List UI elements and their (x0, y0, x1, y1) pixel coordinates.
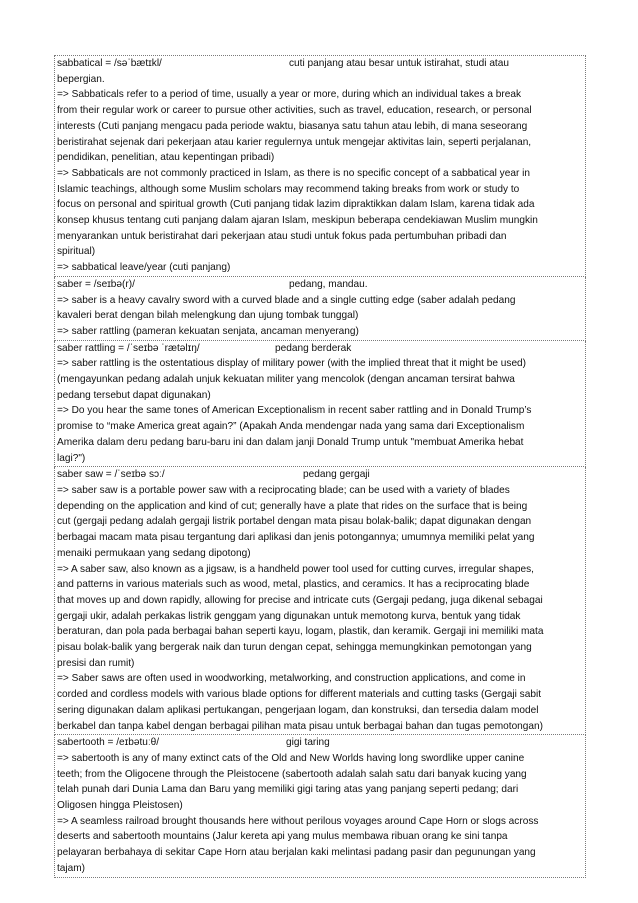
entry-text-line: menyarankan untuk beristirahat dari pekerjaan atau studi untuk fokus pada pertumbuhan pribadi dan (57, 230, 507, 242)
entry-term: saber rattling = /ˈseɪbə ˈrætəlɪŋ/ (57, 342, 200, 354)
entry-text-line: konsep khusus tentang cuti panjang dalam ajaran Islam, meskipun beberapa cendekiawan Muslim mungkin (57, 215, 538, 227)
entry-translation: pedang berderak (275, 342, 352, 354)
entry-text-line: spiritual) (57, 246, 96, 258)
entry-translation: pedang gergaji (303, 469, 370, 481)
entry-headword-line (57, 277, 584, 293)
entry-text-line: Amerika dalam deru pedang baru-baru ini dan dalam janji Donald Trump untuk "membuat Amerika hebat (57, 436, 524, 448)
entry-headword-line (57, 467, 584, 483)
entry-text-line: => A saber saw, also known as a jigsaw, is a handheld power tool used for cutting curves, irregular shapes, (57, 563, 534, 575)
entry-text-line: pendidikan, penelitian, atau kepentingan pribadi) (57, 152, 275, 164)
entry-translation: pedang, mandau. (289, 278, 368, 290)
entry-text-line: gergaji ukir, adalah perkakas listrik genggam yang digunakan untuk memotong kurva, bentuk yang tidak (57, 610, 521, 622)
entry-text-line: => saber rattling is the ostentatious display of military power (with the implied threat that it might be used) (57, 358, 527, 370)
entry-text-line: Oligosen hingga Pleistosen) (57, 800, 183, 812)
entry-text-line: sering digunakan dalam aplikasi pertukangan, pengerjaan logam, dan konstruksi, dan tersedia dalam model (57, 704, 539, 716)
entry-text-line: pisau bolak-balik yang bergerak naik dan turun dengan cepat, sehingga memungkinkan pemotongan yang (57, 642, 532, 654)
dictionary-entry (54, 277, 586, 341)
entry-text-line: => Sabbaticals refer to a period of time, usually a year or more, during which an individual takes a break (57, 89, 522, 101)
entry-term: saber saw = /ˈseɪbə sɔː/ (57, 469, 165, 481)
entry-text-line: corded and cordless models with various blade options for different materials and cutting tasks (Gergaji sabit (57, 689, 542, 701)
entry-translation: cuti panjang atau besar untuk istirahat, studi atau (289, 58, 509, 69)
entry-text-line: and patterns in various materials such as wood, metal, plastics, and ceramics. It has a reciprocating blade (57, 579, 530, 591)
entry-term: sabertooth = /eɪbətuːθ/ (57, 737, 160, 749)
dictionary-entry (54, 467, 586, 735)
entry-text-line: telah punah dari Dunia Lama dan Baru yang memiliki gigi taring atas yang panjang seperti pedang; dari (57, 784, 519, 796)
entry-text-line: beraturan, dan pola pada berbagai bahan seperti kayu, logam, plastik, dan keramik. Gergaji ini memiliki mata (57, 626, 544, 638)
dictionary-entry (54, 341, 586, 468)
entry-text-line: menaiki permukaan yang sedang dipotong) (57, 547, 251, 559)
entry-text-line: teeth; from the Oligocene through the Pleistocene (sabertooth adalah salah satu dari banyak kucing yang (57, 768, 527, 780)
entry-term: sabbatical = /səˈbætɪkl/ (57, 58, 162, 69)
entry-text-line: from their regular work or career to pursue other activities, such as travel, education, research, or personal (57, 105, 532, 117)
entry-text-line: (mengayunkan pedang adalah unjuk kekuatan militer yang mencolok (dengan ancaman tersirat bahwa (57, 374, 515, 386)
entry-text-line: beristirahat sejenak dari pekerjaan atau karier regulernya untuk mengejar aktivitas lain, seperti perjalanan, (57, 136, 532, 148)
entry-text-line: => A seamless railroad brought thousands here without perilous voyages around Cape Horn or slogs across (57, 815, 539, 827)
entry-text-line: berkabel dan tanpa kabel dengan berbagai pilihan mata pisau untuk berbagai bahan dan tugas pemotongan) (57, 720, 543, 732)
entry-text-line: depending on the application and kind of cut; generally have a plate that rides on the surface that is being (57, 500, 528, 512)
entry-text-line: Islamic teachings, although some Muslim scholars may recommend taking breaks from work or study to (57, 183, 520, 195)
entry-text-line: pelayaran berbahaya di sekitar Cape Horn atau berjalan kaki melintasi padang pasir dan pegunungan yang (57, 847, 536, 859)
entry-text-line: => saber is a heavy cavalry sword with a curved blade and a single cutting edge (saber adalah pedang (57, 294, 516, 306)
entry-text-line: deserts and sabertooth mountains (Jalur kereta api yang mulus membawa ribuan orang ke sini tanpa (57, 831, 508, 843)
entry-text-line: => sabbatical leave/year (cuti panjang) (57, 262, 231, 274)
dictionary-document (54, 55, 586, 878)
entry-text-line: lagi?") (57, 452, 86, 464)
entry-text-line: focus on personal and spiritual growth (Cuti panjang tidak lazim dipraktikkan dalam Islam, karena tidak ada (57, 199, 535, 211)
entry-text-line: presisi dan rumit) (57, 657, 135, 669)
entry-text-line: => Do you hear the same tones of American Exceptionalism in recent saber rattling and in Donald Trump’s (57, 405, 532, 417)
dictionary-entry (54, 55, 586, 277)
entry-text-line: => Sabbaticals are not commonly practiced in Islam, as there is no specific concept of a sabbatical year in (57, 167, 530, 179)
dictionary-entry (54, 735, 586, 877)
entry-headword-line (57, 56, 584, 72)
entry-text-line: that moves up and down rapidly, allowing for precise and intricate cuts (Gergaji pedang, juga dikenal sebagai (57, 594, 543, 606)
entry-headword-line (57, 735, 584, 751)
entry-text-line: cut (gergaji pedang adalah gergaji listrik portabel dengan mata pisau bolak-balik; dapat digunakan dengan (57, 516, 532, 528)
entry-term: saber = /seɪbə(r)/ (57, 278, 135, 290)
entry-text-line: kavaleri berat dengan bilah melengkung dan ujung tombak tunggal) (57, 310, 359, 322)
entry-text-line: tajam) (57, 862, 86, 874)
entry-text-line: interests (Cuti panjang mengacu pada periode waktu, biasanya satu tahun atau lebih, di mana seseorang (57, 120, 528, 132)
entry-text-line: berbagai macam mata pisau tergantung dari aplikasi dan jenis potongannya; umumnya memiliki pelat yang (57, 532, 535, 544)
entry-text-line: bepergian. (57, 73, 105, 85)
entry-headword-line (57, 341, 584, 357)
entry-text-line: pedang tersebut dapat digunakan) (57, 389, 211, 401)
entry-translation: gigi taring (286, 737, 330, 749)
entry-text-line: => saber saw is a portable power saw with a reciprocating blade; can be used with a variety of blades (57, 484, 510, 496)
entry-text-line: promise to “make America great again?” (Apakah Anda mendengar nada yang sama dari Exceptionalism (57, 421, 525, 433)
entry-text-line: => sabertooth is any of many extinct cats of the Old and New Worlds having long swordlike upper canine (57, 752, 525, 764)
entry-text-line: => saber rattling (pameran kekuatan senjata, ancaman menyerang) (57, 325, 359, 337)
entry-text-line: => Saber saws are often used in woodworking, metalworking, and construction applications, and come in (57, 673, 526, 685)
